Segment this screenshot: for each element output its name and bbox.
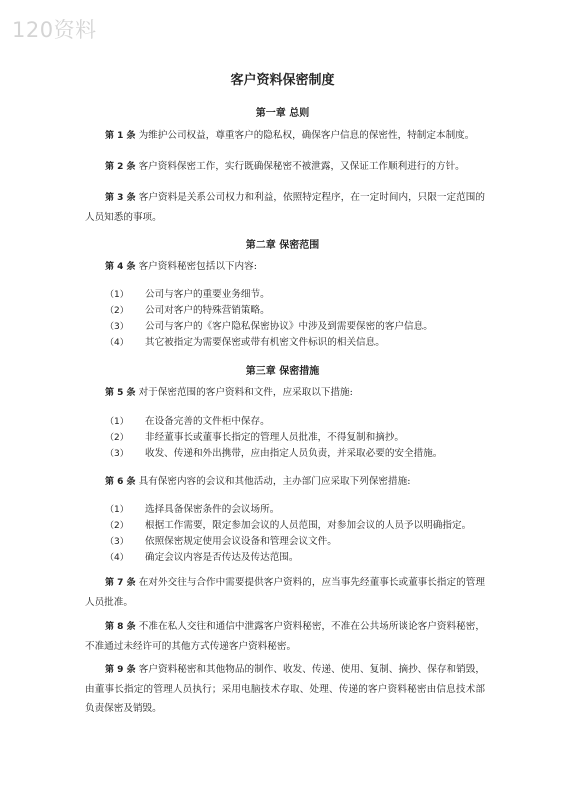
list-item (105, 534, 505, 550)
article-text: 客户资料秘密包括以下内容: (138, 261, 257, 272)
list-item-text: 在设备完善的文件柜中保存。 (145, 416, 270, 427)
article-number: 第 5 条 (105, 388, 136, 398)
article-number: 第 3 条 (105, 193, 136, 203)
article-text: 不准在私人交往和通信中泄露客户资料秘密，不准在公共场所谈论客户资料秘密，不准通过未经许可的其他方式传递客户资料秘密。 (85, 621, 485, 652)
article-text: 对于保密范围的客户资料和文件，应采取以下措施: (138, 387, 353, 398)
list-item (105, 430, 505, 446)
list-marker: （2） (105, 521, 129, 531)
list-item (105, 502, 505, 518)
list-item-text: 确定会议内容是否传达及传达范围。 (145, 552, 299, 563)
list-item (105, 303, 505, 319)
article-number: 第 2 条 (105, 162, 136, 172)
article-paragraph (85, 126, 485, 146)
article-paragraph (85, 188, 485, 227)
list-item (105, 550, 505, 566)
list-marker: （3） (105, 322, 129, 332)
list-marker: （3） (105, 537, 129, 547)
list-marker: （4） (105, 553, 129, 563)
article-text: 客户资料保密工作，实行既确保秘密不被泄露，又保证工作顺利进行的方针。 (138, 161, 465, 172)
article-number: 第 7 条 (105, 578, 136, 588)
article-text: 客户资料是关系公司权力和利益，依照特定程序，在一定时间内，只限一定范围的人员知悉的事项。 (85, 192, 485, 223)
article-text: 客户资料秘密和其他物品的制作、收发、传递、使用、复制、摘抄、保存和销毁，由董事长指定的管理人员执行；采用电脑技术存取、处理、传递的客户资料秘密由信息技术部负责保密及销毁。 (85, 664, 485, 714)
list-marker: （1） (105, 505, 129, 515)
chapter-heading: 第一章 总则 (255, 108, 310, 119)
article-text: 为维护公司权益，尊重客户的隐私权，确保客户信息的保密性，特制定本制度。 (138, 130, 475, 141)
list-marker: （4） (105, 338, 129, 348)
list-item (105, 446, 505, 462)
article-number: 第 9 条 (105, 665, 136, 675)
article-number: 第 6 条 (105, 477, 136, 487)
list-item-text: 根据工作需要，限定参加会议的人员范围，对参加会议的人员予以明确指定。 (145, 520, 472, 531)
list-item-text: 其它被指定为需要保密或带有机密文件标识的相关信息。 (145, 337, 385, 348)
article-text: 具有保密内容的会议和其他活动，主办部门应采取下列保密措施: (138, 476, 411, 487)
list-item-text: 收发、传递和外出携带，应由指定人员负责，并采取必要的安全措施。 (145, 448, 443, 459)
list-item-text: 公司与客户的重要业务细节。 (145, 289, 270, 300)
list-item (105, 287, 505, 303)
list-item-text: 依照保密规定使用会议设备和管理会议文件。 (145, 536, 337, 547)
list-marker: （1） (105, 417, 129, 427)
list-marker: （2） (105, 306, 129, 316)
article-number: 第 1 条 (105, 131, 136, 141)
list-item-text: 公司与客户的《客户隐私保密协议》中涉及到需要保密的客户信息。 (145, 321, 433, 332)
list-item-text: 非经董事长或董事长指定的管理人员批准，不得复制和摘抄。 (145, 432, 405, 443)
chapter-heading: 第二章 保密范围 (245, 240, 320, 251)
list-marker: （1） (105, 290, 129, 300)
article-paragraph (85, 617, 485, 656)
list-item (105, 414, 505, 430)
article-paragraph (85, 573, 485, 612)
article-paragraph (85, 472, 485, 492)
article-number: 第 8 条 (105, 622, 136, 632)
list-item (105, 518, 505, 534)
list-marker: （3） (105, 449, 129, 459)
list-item-text: 选择具备保密条件的会议场所。 (145, 504, 280, 515)
list-item (105, 335, 505, 351)
article-paragraph (85, 257, 485, 277)
watermark-logo: 120资料 (12, 18, 97, 42)
list-marker: （2） (105, 433, 129, 443)
article-text: 在对外交往与合作中需要提供客户资料的，应当事先经董事长或董事长指定的管理人员批准。 (85, 577, 485, 608)
article-paragraph (85, 660, 485, 718)
list-item (105, 319, 505, 335)
document-title: 客户资料保密制度 (230, 73, 335, 88)
article-number: 第 4 条 (105, 262, 136, 272)
list-item-text: 公司对客户的特殊营销策略。 (145, 305, 270, 316)
article-paragraph (85, 157, 485, 177)
article-paragraph (85, 383, 485, 403)
chapter-heading: 第三章 保密措施 (245, 366, 320, 377)
